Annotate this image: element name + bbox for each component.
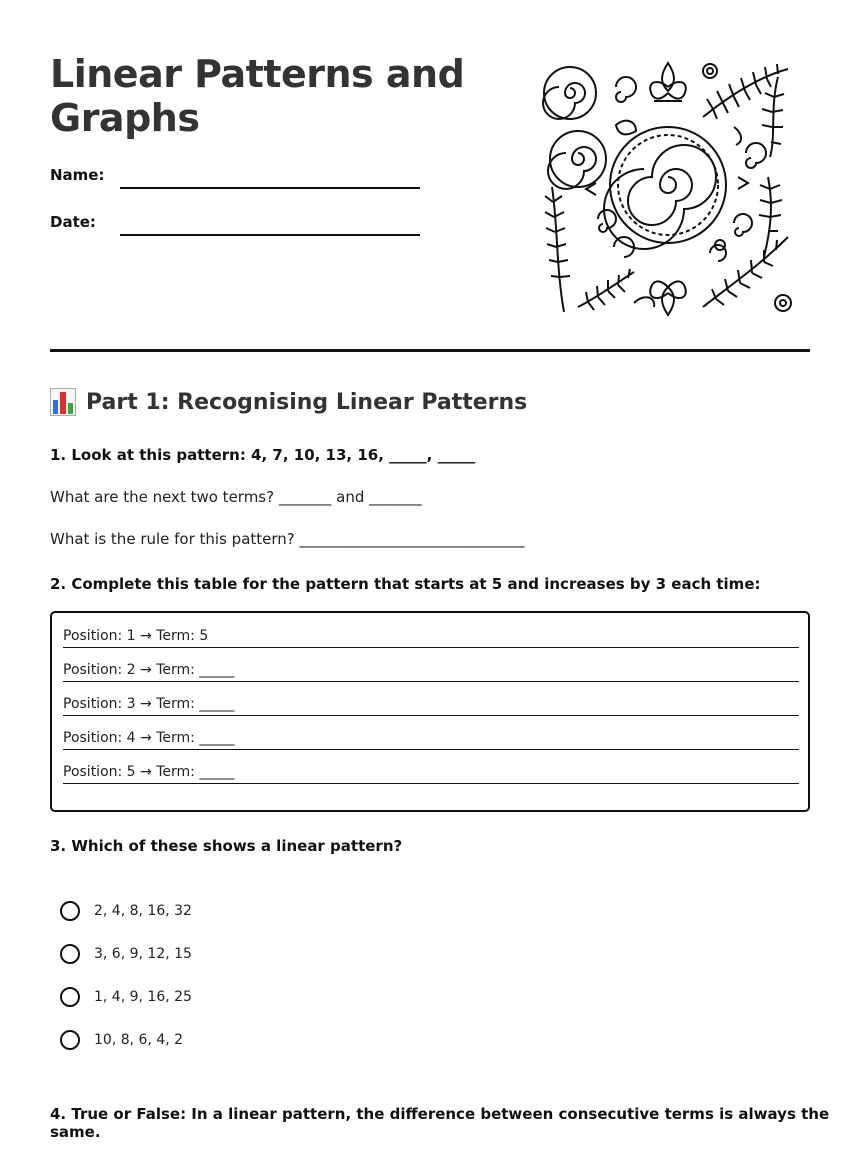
table-row: Position: 1 → Term: 5: [63, 626, 799, 648]
table-row[interactable]: Position: 4 → Term: _____: [63, 728, 799, 750]
option-label: 10, 8, 6, 4, 2: [94, 1032, 184, 1048]
radio-button[interactable]: [60, 901, 80, 921]
table-row[interactable]: Position: 2 → Term: _____: [63, 660, 799, 682]
radio-button[interactable]: [60, 944, 80, 964]
radio-button[interactable]: [60, 987, 80, 1007]
option-4[interactable]: [60, 1030, 183, 1050]
option-label: 3, 6, 9, 12, 15: [94, 946, 192, 962]
question-3: 3. Which of these shows a linear pattern?: [50, 837, 403, 855]
question-1-rule: What is the rule for this pattern? ______________________________: [50, 530, 525, 548]
section-title: [50, 388, 527, 416]
name-field[interactable]: [120, 187, 420, 189]
question-1: 1. Look at this pattern: 4, 7, 10, 13, 16, _____, _____: [50, 446, 476, 464]
date-label: Date:: [50, 213, 96, 231]
bar-chart-icon: [50, 388, 76, 416]
table-row[interactable]: Position: 3 → Term: _____: [63, 694, 799, 716]
worksheet-title: Linear Patterns and Graphs: [50, 52, 465, 140]
name-label: Name:: [50, 166, 105, 184]
option-1[interactable]: [60, 901, 192, 921]
date-field[interactable]: [120, 234, 420, 236]
header-divider: [50, 349, 810, 352]
pattern-table: [50, 611, 810, 812]
option-2[interactable]: [60, 944, 192, 964]
decorative-illustration-icon: [538, 57, 800, 322]
option-label: 2, 4, 8, 16, 32: [94, 903, 192, 919]
section-title-text: Part 1: Recognising Linear Patterns: [86, 389, 528, 415]
question-2: 2. Complete this table for the pattern that starts at 5 and increases by 3 each time:: [50, 575, 761, 593]
question-1-next-terms: What are the next two terms? _______ and _______: [50, 488, 422, 506]
table-row[interactable]: Position: 5 → Term: _____: [63, 762, 799, 784]
question-4: 4. True or False: In a linear pattern, the difference between consecutive terms is always the same.: [50, 1105, 830, 1141]
option-3[interactable]: [60, 987, 192, 1007]
radio-button[interactable]: [60, 1030, 80, 1050]
option-label: 1, 4, 9, 16, 25: [94, 989, 192, 1005]
